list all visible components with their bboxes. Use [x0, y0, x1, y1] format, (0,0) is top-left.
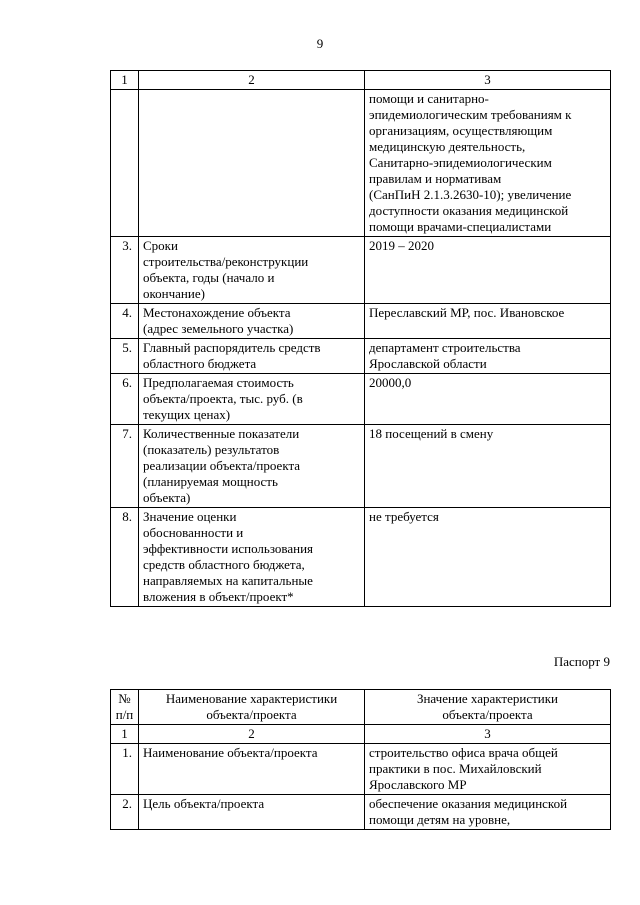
characteristic-name-line: (показатель) результатов	[143, 442, 280, 457]
characteristic-name	[139, 795, 365, 830]
table-row	[111, 508, 611, 607]
col-number-3: 3	[365, 71, 611, 90]
characteristic-value-line: обеспечение оказания медицинской	[369, 796, 568, 811]
characteristic-value-line: Санитарно-эпидемиологическим	[369, 155, 552, 170]
characteristic-name-line: Значение оценки	[143, 509, 237, 524]
characteristic-name	[139, 304, 365, 339]
characteristic-value	[365, 795, 611, 830]
row-number: 2.	[111, 795, 139, 830]
col-number-2: 2	[139, 71, 365, 90]
characteristic-name	[139, 237, 365, 304]
characteristic-name-line: текущих ценах)	[143, 407, 231, 422]
col-number-1: 1	[111, 725, 139, 744]
characteristic-value-line: доступности оказания медицинской	[369, 203, 569, 218]
characteristic-name	[139, 339, 365, 374]
characteristic-value-line: не требуется	[369, 509, 439, 524]
characteristic-name-line: Наименование объекта/проекта	[143, 745, 318, 760]
characteristic-name-line: строительства/реконструкции	[143, 254, 309, 269]
characteristic-name-line: объекта/проекта, тыс. руб. (в	[143, 391, 303, 406]
characteristic-value-line: Переславский МР, пос. Ивановское	[369, 305, 565, 320]
row-number: 4.	[111, 304, 139, 339]
characteristic-value	[365, 304, 611, 339]
row-number: 8.	[111, 508, 139, 607]
characteristic-value-line: организациям, осуществляющим	[369, 123, 553, 138]
characteristic-value	[365, 744, 611, 795]
characteristic-value-line: правилам и нормативам	[369, 171, 502, 186]
table-row	[111, 425, 611, 508]
table-row-continuation	[111, 90, 611, 237]
passport-9-table	[110, 689, 611, 830]
characteristic-value	[365, 237, 611, 304]
row-number: 5.	[111, 339, 139, 374]
page-number: 9	[316, 36, 324, 51]
row-number: 6.	[111, 374, 139, 425]
characteristic-name-line: объекта)	[143, 490, 191, 505]
col-number-3: 3	[365, 725, 611, 744]
characteristic-name-line: обоснованности и	[143, 525, 244, 540]
characteristic-value-line: Ярославского МР	[369, 777, 467, 792]
head-value-line: Значение характеристики	[416, 691, 559, 706]
characteristic-value-line: строительство офиса врача общей	[369, 745, 558, 760]
characteristic-value-line: медицинскую деятельность,	[369, 139, 526, 154]
characteristic-value-line: практики в пос. Михайловский	[369, 761, 542, 776]
characteristic-value-line: эпидемиологическим требованиям к	[369, 107, 572, 122]
table-row	[111, 374, 611, 425]
characteristic-name-line: (адрес земельного участка)	[143, 321, 294, 336]
characteristic-name	[139, 744, 365, 795]
table-row	[111, 304, 611, 339]
table-row	[111, 744, 611, 795]
characteristic-value-line: 18 посещений в смену	[369, 426, 494, 441]
characteristic-name-line: Цель объекта/проекта	[143, 796, 265, 811]
characteristic-value-line: 20000,0	[369, 375, 412, 390]
characteristic-name-line: Количественные показатели	[143, 426, 300, 441]
characteristic-value-line: 2019 – 2020	[369, 238, 434, 253]
head-value-line: объекта/проекта	[442, 707, 533, 722]
characteristic-name-line: Предполагаемая стоимость	[143, 375, 294, 390]
characteristic-name	[139, 374, 365, 425]
head-name	[139, 690, 365, 725]
table-row	[111, 339, 611, 374]
passport-title: Паспорт 9	[553, 654, 610, 669]
characteristic-name-line: Сроки	[143, 238, 178, 253]
col-number-2: 2	[139, 725, 365, 744]
characteristic-name	[139, 508, 365, 607]
characteristic-value-line: департамент строительства	[369, 340, 521, 355]
characteristic-value-line: (СанПиН 2.1.3.2630-10); увеличение	[369, 187, 572, 202]
table-header-row	[111, 71, 611, 90]
characteristic-name-line: эффективности использования	[143, 541, 314, 556]
head-num	[111, 690, 139, 725]
cell-num	[111, 90, 139, 237]
characteristic-value	[365, 425, 611, 508]
characteristic-name-line: вложения в объект/проект*	[143, 589, 294, 604]
characteristic-value	[365, 374, 611, 425]
passport-table-continued	[110, 70, 611, 607]
cell-value	[365, 90, 611, 237]
row-number: 7.	[111, 425, 139, 508]
table-row	[111, 795, 611, 830]
characteristic-name-line: Местонахождение объекта	[143, 305, 291, 320]
head-name-line: объекта/проекта	[206, 707, 297, 722]
table-row	[111, 237, 611, 304]
characteristic-name-line: объекта, годы (начало и	[143, 270, 275, 285]
head-num-line: №	[118, 691, 131, 706]
characteristic-value-line: Ярославской области	[369, 356, 487, 371]
characteristic-value-line: помощи и санитарно-	[369, 91, 489, 106]
characteristic-name-line: средств областного бюджета,	[143, 557, 305, 572]
characteristic-value-line: помощи врачами-специалистами	[369, 219, 552, 234]
characteristic-name-line: реализации объекта/проекта	[143, 458, 301, 473]
characteristic-name-line: областного бюджета	[143, 356, 257, 371]
characteristic-value	[365, 508, 611, 607]
characteristic-name-line: (планируемая мощность	[143, 474, 278, 489]
characteristic-value-line: помощи детям на уровне,	[369, 812, 511, 827]
col-number-1: 1	[111, 71, 139, 90]
characteristic-value	[365, 339, 611, 374]
characteristic-name-line: Главный распорядитель средств	[143, 340, 321, 355]
characteristic-name-line: направляемых на капитальные	[143, 573, 313, 588]
head-name-line: Наименование характеристики	[165, 691, 338, 706]
table-col-numbers-row	[111, 725, 611, 744]
cell-name	[139, 90, 365, 237]
characteristic-name	[139, 425, 365, 508]
characteristic-name-line: окончание)	[143, 286, 205, 301]
row-number: 1.	[111, 744, 139, 795]
row-number: 3.	[111, 237, 139, 304]
head-value	[365, 690, 611, 725]
table-head-row	[111, 690, 611, 725]
head-num-line: п/п	[115, 707, 134, 722]
